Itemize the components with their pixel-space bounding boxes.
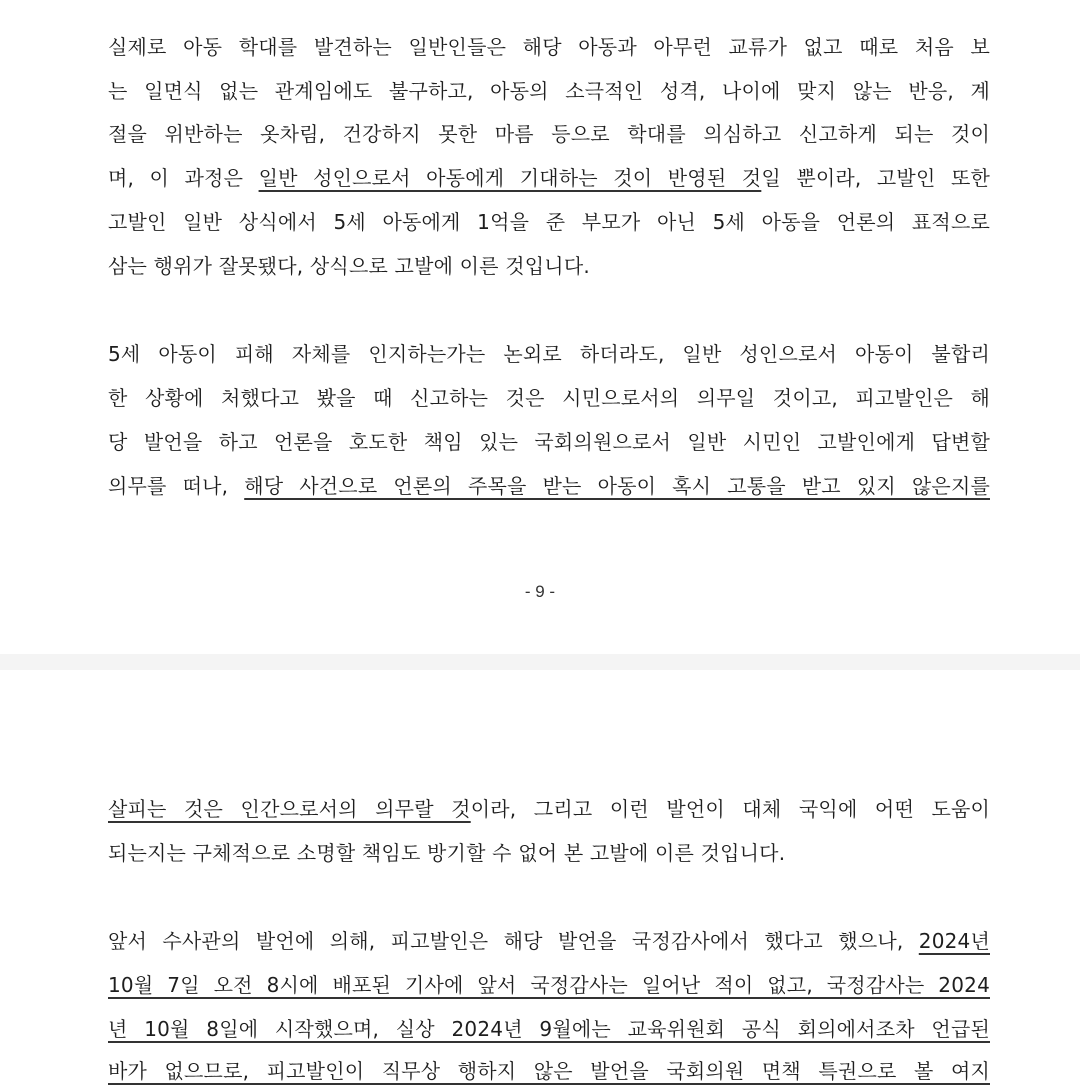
text-line (108, 120, 990, 148)
text-line (108, 164, 990, 192)
text-segment: 고발인 일반 상식에서 5세 아동에게 1억을 준 부모가 아닌 5세 아동을 언론의 표적으로 (108, 210, 990, 234)
page-number: - 9 - (524, 582, 556, 601)
text-line (108, 77, 990, 105)
text-segment: 절을 위반하는 옷차림, 건강하지 못한 마름 등으로 학대를 의심하고 신고하게 되는 것이 (108, 122, 990, 146)
underlined-text: 살피는 것은 인간으로서의 의무랄 것 (108, 797, 471, 821)
text-line (108, 252, 990, 280)
text-line (108, 33, 990, 61)
text-segment: 5세 아동이 피해 자체를 인지하는가는 논외로 하더라도, 일반 성인으로서 아동이 불합리 (108, 342, 990, 366)
text-line (108, 971, 990, 999)
text-line (108, 795, 990, 823)
text-segment: 실제로 아동 학대를 발견하는 일반인들은 해당 아동과 아무런 교류가 없고 때로 처음 보 (108, 35, 990, 59)
text-line (108, 428, 990, 456)
text-segment: 한 상황에 처했다고 봤을 때 신고하는 것은 시민으로서의 의무일 것이고, 피고발인은 해 (108, 386, 990, 410)
underlined-text: 바가 없으므로, 피고발인이 직무상 행하지 않은 발언을 국회의원 면책 특권으로 볼 여지 (108, 1059, 990, 1083)
text-line (108, 839, 990, 867)
text-line (108, 1057, 990, 1085)
underlined-text: 10월 7일 오전 8시에 배포된 기사에 앞서 국정감사는 일어난 적이 없고, 국정감사는 2024 (108, 973, 990, 997)
underlined-text: 해당 사건으로 언론의 주목을 받는 아동이 혹시 고통을 받고 있지 않은지를 (244, 474, 990, 498)
text-line (108, 927, 990, 955)
text-segment: 되는지는 구체적으로 소명할 책임도 방기할 수 없어 본 고발에 이른 것입니다. (108, 841, 786, 865)
underlined-text: 년 10월 8일에 시작했으며, 실상 2024년 9월에는 교육위원회 공식 회의에서조차 언급된 (108, 1017, 990, 1041)
text-line (108, 384, 990, 412)
text-segment: 삼는 행위가 잘못됐다, 상식으로 고발에 이른 것입니다. (108, 254, 590, 278)
page-separator (0, 654, 1080, 670)
text-line (108, 1015, 990, 1043)
document-page-10 (0, 670, 1080, 1083)
text-segment: 의무를 떠나, (108, 474, 245, 498)
text-line (108, 208, 990, 236)
text-segment: 이라, 그리고 이런 발언이 대체 국익에 어떤 도움이 (470, 797, 991, 821)
underlined-text: 일반 성인으로서 아동에게 기대하는 것이 반영된 것 (258, 166, 762, 190)
text-segment: 는 일면식 없는 관계임에도 불구하고, 아동의 소극적인 성격, 나이에 맞지 않는 반응, 계 (108, 79, 990, 103)
text-line (108, 340, 990, 368)
text-segment: 앞서 수사관의 발언에 의해, 피고발인은 해당 발언을 국정감사에서 했다고 했으나, (108, 929, 919, 953)
text-segment: 일 뿐이라, 고발인 또한 (761, 166, 990, 190)
text-segment: 당 발언을 하고 언론을 호도한 책임 있는 국회의원으로서 일반 시민인 고발인에게 답변할 (108, 430, 990, 454)
underlined-text: 2024년 (918, 929, 990, 953)
text-line (108, 472, 990, 500)
text-segment: 며, 이 과정은 (108, 166, 259, 190)
